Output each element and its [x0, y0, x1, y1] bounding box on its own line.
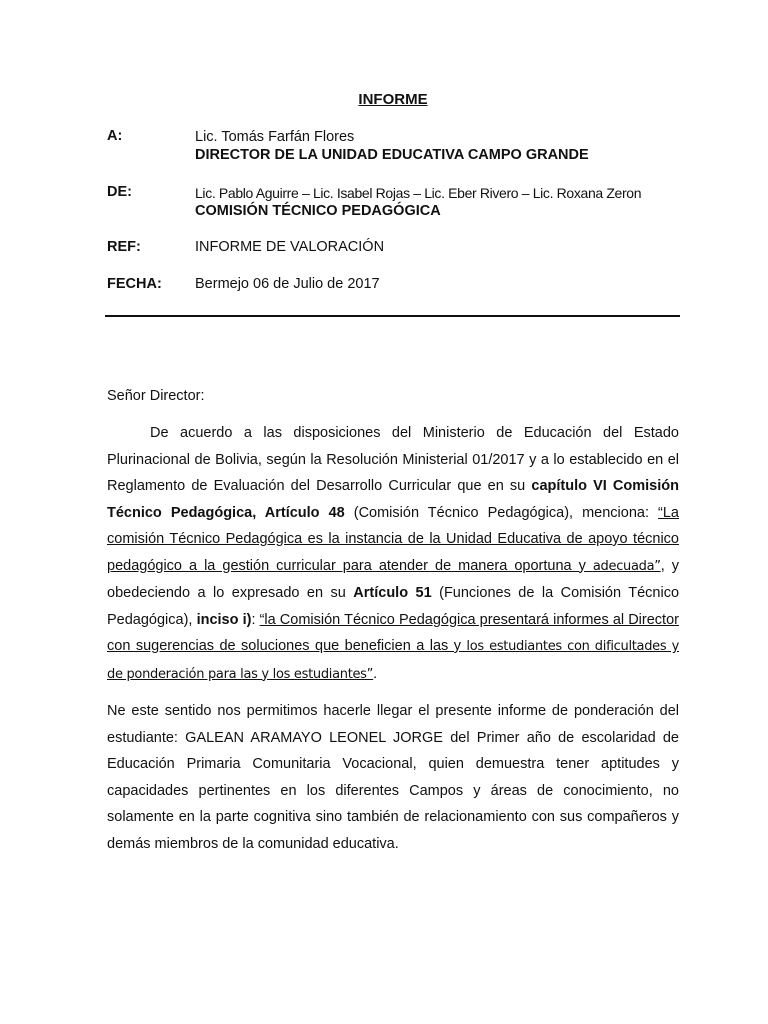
- ref-value: INFORME DE VALORACIÓN: [195, 239, 385, 255]
- from-value: [195, 184, 641, 220]
- ref-label: REF:: [107, 239, 141, 255]
- to-label: A:: [107, 128, 123, 144]
- salutation: Señor Director:: [107, 388, 205, 404]
- p1-quote-1a: “La comisión Técnico Pedagógica es la instancia de la Unidad Educativa de apoyo técnico pedagógico a la gestión curricular para atender de manera oportuna y: [107, 504, 679, 574]
- p1-quote-2b: los estudiantes con dificultades y de ponderación para las y los estudiantes”: [107, 639, 679, 682]
- date-value: Bermejo 06 de Julio de 2017: [195, 276, 380, 292]
- from-label: DE:: [107, 184, 132, 200]
- from-names: Lic. Pablo Aguirre – Lic. Isabel Rojas – Lic. Eber Rivero – Lic. Roxana Zeron: [195, 185, 642, 201]
- p1-quote-2a: “la Comisión Técnico Pedagógica presentará informes al Director con sugerencias de soluciones que beneficien a las y: [107, 611, 679, 654]
- to-value: [195, 128, 589, 164]
- header-divider: [105, 315, 680, 317]
- p1-text-1: De acuerdo a las disposiciones del Ministerio de Educación del Estado Plurinacional de Bolivia, según la Resolución Ministerial 01/2017 y a lo establecido en el Reglamento de Evaluación del Desarrollo Curricular que en su: [107, 425, 679, 494]
- p1-text-2: (Comisión Técnico Pedagógica), menciona:: [344, 504, 659, 521]
- p1-bold-chapter: capítulo VI Comisión Técnico Pedagógica, Artículo 48: [107, 478, 679, 521]
- to-name: Lic. Tomás Farfán Flores: [195, 129, 355, 145]
- p1-text-5: :: [251, 611, 260, 628]
- document-title: INFORME: [358, 91, 428, 108]
- paragraph-1: [107, 420, 679, 688]
- p1-bold-article: Artículo 51: [353, 585, 432, 601]
- from-group: COMISIÓN TÉCNICO PEDAGÓGICA: [195, 203, 441, 219]
- p1-text-4: (Funciones de la Comisión Técnico Pedagógica),: [107, 585, 680, 628]
- p1-quote-1b: adecuada”: [592, 558, 661, 574]
- date-label: FECHA:: [107, 276, 162, 292]
- p1-text-3: , y obedeciendo a lo expresado en su: [107, 557, 679, 601]
- p1-text-6: .: [373, 665, 378, 682]
- to-position: DIRECTOR DE LA UNIDAD EDUCATIVA CAMPO GRANDE: [195, 147, 589, 163]
- paragraph-2: Ne este sentido nos permitimos hacerle llegar el presente informe de ponderación del estudiante: GALEAN ARAMAYO LEONEL JORGE del Primer año de escolaridad de Educación Primaria Comunitaria Vocacional, quien demuestra tener aptitudes y capacidades pertinentes en los diferentes Campos y áreas de conocimiento, no solamente en la parte cognitiva sino también de relacionamiento con sus compañeros y demás miembros de la comunidad educativa.: [107, 703, 679, 852]
- p1-bold-inciso: inciso i): [196, 611, 252, 628]
